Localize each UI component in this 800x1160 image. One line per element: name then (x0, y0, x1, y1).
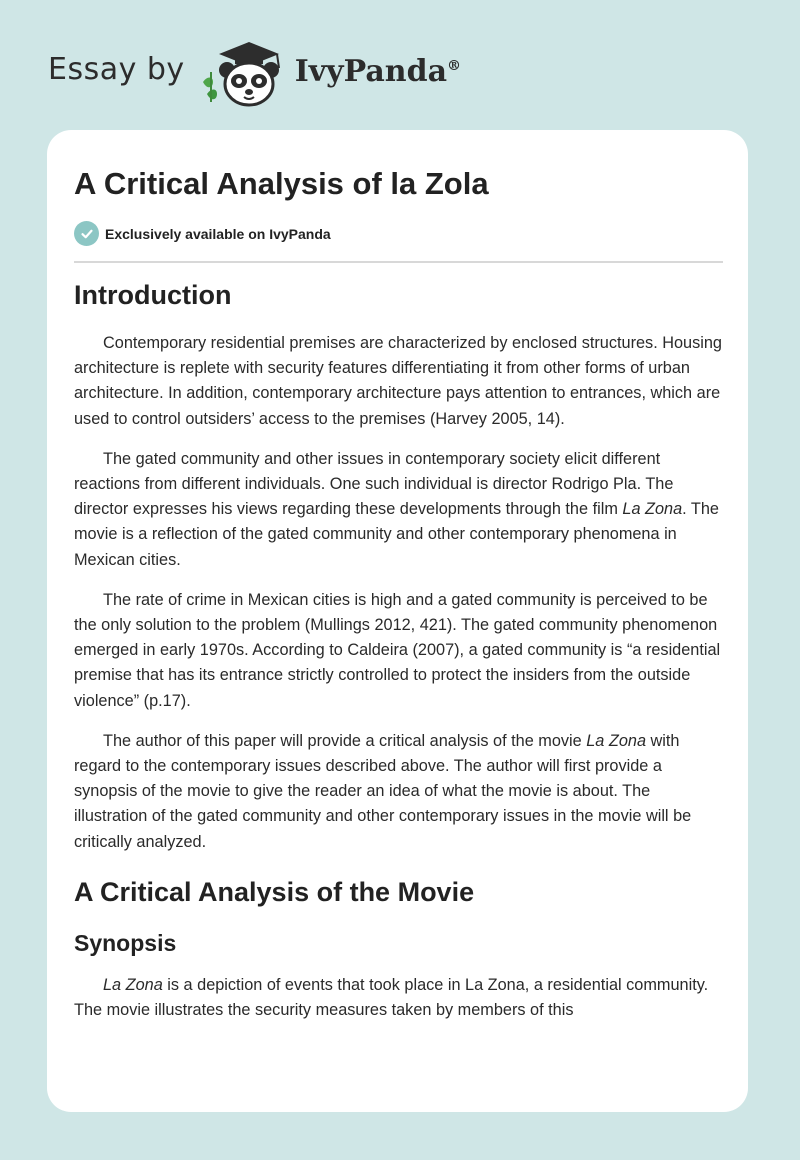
paragraph: Contemporary residential premises are characterized by enclosed structures. Housing architecture is replete with security features differentiating it from other forms of urban architecture. In addition, contemporary architecture pays attention to entrances, which are used to control outsiders’ access to the premises (Harvey 2005, 14). (74, 334, 722, 428)
divider (74, 261, 723, 263)
article-card (47, 130, 748, 1112)
article-title: A Critical Analysis of la Zola (74, 166, 489, 201)
paragraph: La Zona is a depiction of events that took place in La Zona, a residential community. The movie illustrates the security measures taken by members of this (74, 975, 709, 1020)
brand-name: IvyPanda® (294, 53, 462, 89)
section-heading-analysis: A Critical Analysis of the Movie (74, 876, 475, 907)
section-heading-introduction: Introduction (74, 280, 232, 310)
exclusive-label: Exclusively available on IvyPanda (105, 225, 331, 242)
paragraph: The rate of crime in Mexican cities is high and a gated community is perceived to be the only solution to the problem (Mullings 2012, 421). The gated community phenomenon emerged in early 1970s. According to Caldeira (2007), a gated community is “a residential premise that has its entrance strictly controlled to protect the insiders from the outside violence” (p.17). (74, 590, 721, 710)
check-circle-icon (74, 221, 99, 246)
exclusive-badge (74, 221, 331, 246)
brand-header (48, 36, 461, 108)
article-body (74, 280, 723, 1023)
subsection-heading-synopsis: Synopsis (74, 929, 177, 956)
film-title: La Zona (622, 500, 683, 519)
film-title: La Zona (586, 731, 646, 750)
panda-graduate-logo-icon (199, 36, 291, 108)
brand-prefix: Essay by (48, 51, 185, 87)
paragraph: The gated community and other issues in contemporary society elicit different reactions from different individuals. One such individual is director Rodrigo Pla. The director expresses his views regarding these developments through the film La Zona. The movie is a reflection of the gated community and other contemporary phenomena in Mexican cities. (74, 449, 719, 569)
paragraph: The author of this paper will provide a critical analysis of the movie La Zona with regard to the contemporary issues described above. The author will first provide a synopsis of the movie to give the reader an idea of what the movie is about. The illustration of the gated community and other contemporary issues in the movie will be critically analyzed. (74, 731, 692, 851)
film-title: La Zona (103, 975, 163, 994)
